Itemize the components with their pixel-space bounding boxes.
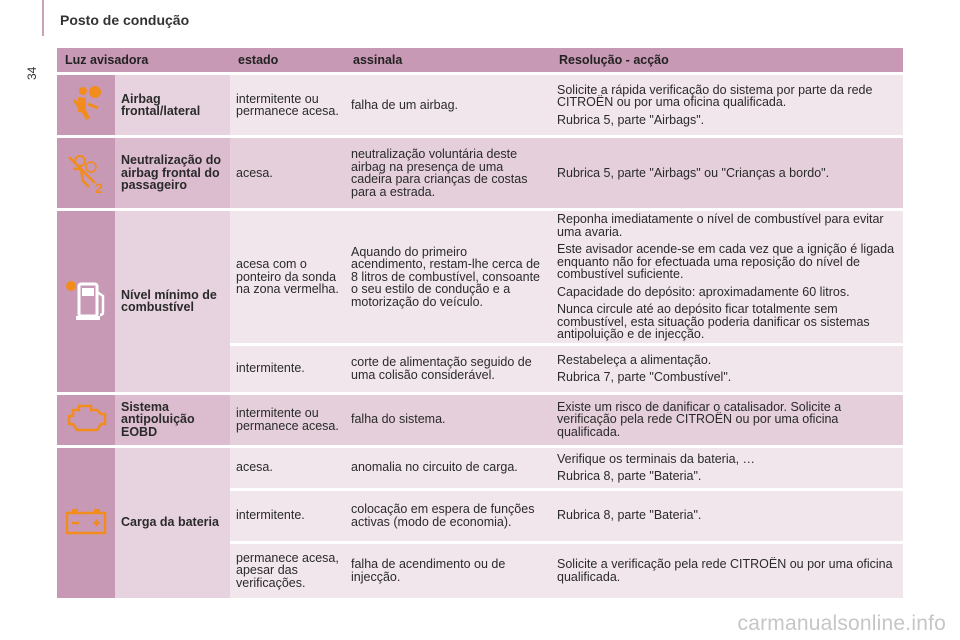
resolution-cell	[551, 395, 903, 445]
state-cell: permanece acesa, apesar das verificações.	[230, 544, 345, 598]
passenger-airbag-off-icon	[63, 149, 109, 195]
signals-cell: Aquando do primeiro acendimento, restam-lhe cerca de 8 litros de combustível, consoante o seu estilo de condução e a motorização do veículo.	[345, 211, 551, 343]
airbag-warning-icon	[64, 82, 108, 126]
light-name: Nível mínimo de combustível	[115, 211, 230, 392]
signals-cell: corte de alimentação seguido de uma colisão considerável.	[345, 346, 551, 392]
state-cell: intermitente.	[230, 491, 345, 541]
signals-cell: anomalia no circuito de carga.	[345, 448, 551, 488]
signals-cell: colocação em espera de funções activas (modo de economia).	[345, 491, 551, 541]
table-row	[57, 395, 903, 445]
signals-cell: falha de acendimento ou de injecção.	[345, 544, 551, 598]
resolution-text: Rubrica 8, parte "Bateria".	[557, 508, 702, 523]
icon-cell	[57, 75, 115, 135]
state-cell: intermitente.	[230, 346, 345, 392]
watermark: carmanualsonline.info	[737, 612, 946, 635]
resolution-cell	[551, 138, 903, 208]
resolution-text: Verifique os terminais da bateria, …	[557, 451, 756, 466]
state-cell: acesa com o ponteiro da sonda na zona vermelha.	[230, 211, 345, 343]
table-row	[57, 138, 903, 208]
signals-cell: falha do sistema.	[345, 395, 551, 445]
resolution-cell	[551, 491, 903, 541]
signals-cell: neutralização voluntária deste airbag na presença de uma cadeira para crianças de costas para a estrada.	[345, 138, 551, 208]
resolution-text: Este avisador acende-se em cada vez que a ignição é ligada enquanto não for efectuada uma reposição do nível de combustível suficiente.	[557, 242, 895, 281]
state-cell: intermitente ou permanece acesa.	[230, 395, 345, 445]
resolution-text: Existe um risco de danificar o catalisador. Solicite a verificação pela rede CITROËN ou por uma oficina qualificada.	[557, 399, 842, 439]
table-row	[57, 75, 903, 135]
header-signals: assinala	[345, 48, 551, 72]
light-name: Airbag frontal/lateral	[115, 75, 230, 135]
resolution-cell	[551, 346, 903, 392]
icon-cell	[57, 211, 115, 392]
fuel-pump-icon	[63, 272, 113, 328]
header-resolution: Resolução - acção	[551, 48, 903, 72]
svg-text:2: 2	[95, 179, 103, 195]
light-name: Neutralização do airbag frontal do passageiro	[115, 138, 230, 208]
engine-check-icon	[63, 400, 113, 436]
resolution-text: Restabeleça a alimentação.	[557, 352, 712, 367]
header-state: estado	[230, 48, 345, 72]
state-cell: acesa.	[230, 448, 345, 488]
resolution-text: Rubrica 5, parte "Airbags" ou "Crianças a bordo".	[557, 165, 830, 180]
icon-cell	[57, 138, 115, 208]
section-title: Posto de condução	[60, 12, 190, 28]
resolution-cell	[551, 211, 903, 343]
icon-cell	[57, 395, 115, 445]
icon-cell	[57, 448, 115, 598]
resolution-text: Solicite a rápida verificação do sistema por parte da rede CITROËN ou por uma oficina qualificada.	[557, 82, 873, 110]
margin-line	[42, 0, 44, 36]
warning-lights-table	[57, 45, 903, 601]
resolution-cell	[551, 75, 903, 135]
battery-icon	[64, 506, 108, 536]
resolution-text: Solicite a verificação pela rede CITROËN ou por uma oficina qualificada.	[557, 557, 893, 584]
light-name: Carga da bateria	[115, 448, 230, 598]
state-cell: acesa.	[230, 138, 345, 208]
table-row	[57, 448, 903, 488]
header-warning-light: Luz avisadora	[57, 48, 230, 72]
resolution-text: Nunca circule até ao depósito ficar totalmente sem combustível, esta situação poderia danificar os sistemas antipoluição e de injecção.	[557, 302, 870, 341]
resolution-text: Rubrica 7, parte "Combustível".	[557, 370, 732, 384]
resolution-text: Rubrica 5, parte "Airbags".	[557, 112, 705, 127]
resolution-text: Rubrica 8, parte "Bateria".	[557, 469, 702, 483]
light-name: Sistema antipoluição EOBD	[115, 395, 230, 445]
resolution-text: Capacidade do depósito: aproximadamente 60 litros.	[557, 284, 850, 299]
resolution-text: Reponha imediatamente o nível de combustível para evitar uma avaria.	[557, 212, 884, 239]
resolution-cell	[551, 448, 903, 488]
table-row	[57, 211, 903, 343]
table-header-row	[57, 48, 903, 72]
page-number: 34	[25, 66, 39, 80]
signals-cell: falha de um airbag.	[345, 75, 551, 135]
state-cell: intermitente ou permanece acesa.	[230, 75, 345, 135]
resolution-cell	[551, 544, 903, 598]
